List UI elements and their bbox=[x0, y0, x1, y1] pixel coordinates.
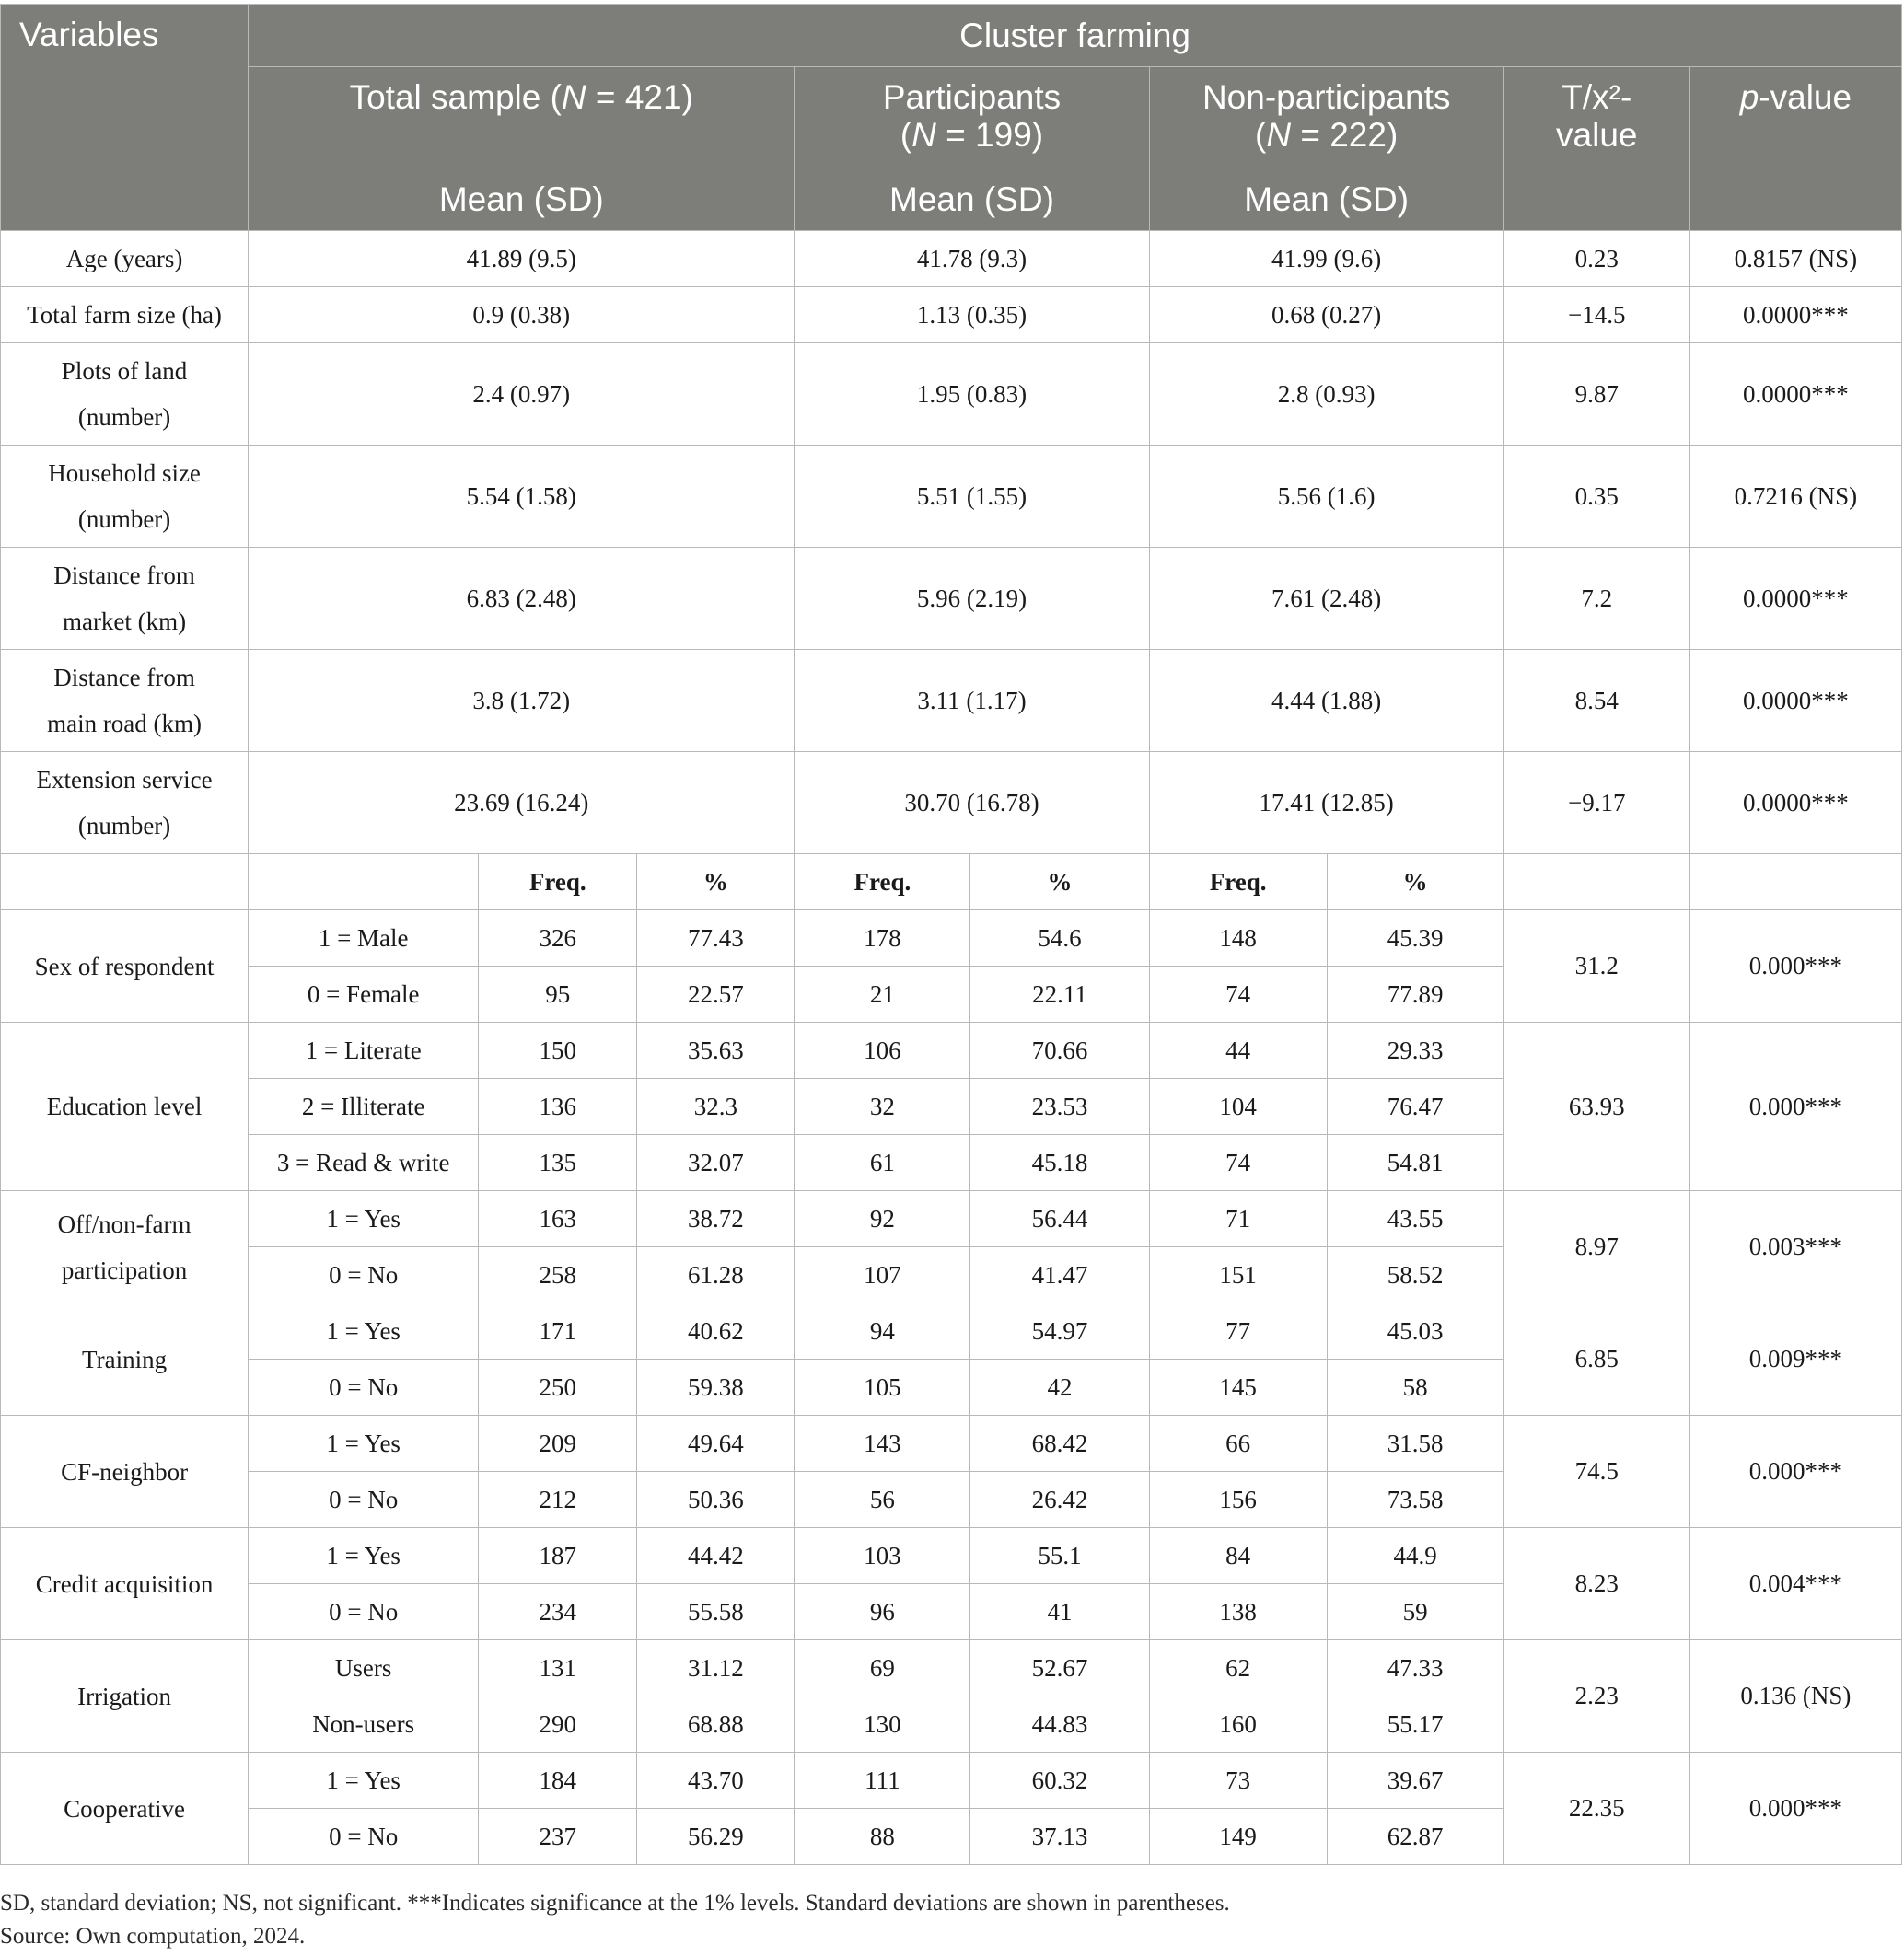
freq-total: 187 bbox=[479, 1528, 637, 1584]
pct-non-participants: 31.58 bbox=[1327, 1416, 1503, 1472]
freq-participants: 94 bbox=[795, 1303, 970, 1360]
variable-line: Training bbox=[82, 1345, 168, 1373]
header-non-participants: Non-participants (N = 222) bbox=[1149, 67, 1503, 168]
pct-participants: 45.18 bbox=[970, 1135, 1149, 1191]
freq-non-participants: 71 bbox=[1149, 1191, 1327, 1247]
pct-participants: 41 bbox=[970, 1584, 1149, 1640]
header-participants: Participants (N = 199) bbox=[795, 67, 1149, 168]
pct-non-participants: 73.58 bbox=[1327, 1472, 1503, 1528]
category-label: 0 = No bbox=[249, 1809, 479, 1865]
freq-total: 136 bbox=[479, 1079, 637, 1135]
p-value: 0.004*** bbox=[1689, 1528, 1901, 1640]
freq-non-participants: 104 bbox=[1149, 1079, 1327, 1135]
freq-total: 250 bbox=[479, 1360, 637, 1416]
pct-total: 32.07 bbox=[637, 1135, 795, 1191]
variable-name bbox=[1, 650, 249, 752]
empty-cell bbox=[1503, 854, 1689, 910]
variable-line: Off/non-farm bbox=[57, 1210, 192, 1238]
freq-total: 212 bbox=[479, 1472, 637, 1528]
freq-label-participants: Freq. bbox=[795, 854, 970, 910]
variable-line: (number) bbox=[77, 505, 171, 533]
mean-sd-non-participants: 41.99 (9.6) bbox=[1149, 231, 1503, 287]
table-row bbox=[1, 446, 1902, 548]
variable-line: market (km) bbox=[62, 608, 187, 635]
variable-line: Distance from bbox=[53, 562, 195, 589]
mean-sd-total: 6.83 (2.48) bbox=[249, 548, 795, 650]
p-value: 0.0000*** bbox=[1689, 548, 1901, 650]
mean-sd-total: 2.4 (0.97) bbox=[249, 343, 795, 446]
test-value: 2.23 bbox=[1503, 1640, 1689, 1753]
variable-line: Household size bbox=[48, 459, 201, 487]
freq-participants: 92 bbox=[795, 1191, 970, 1247]
p-value: 0.0000*** bbox=[1689, 650, 1901, 752]
variable-line: Credit acquisition bbox=[35, 1569, 214, 1598]
mean-sd-participants: 3.11 (1.17) bbox=[795, 650, 1149, 752]
freq-total: 258 bbox=[479, 1247, 637, 1303]
variable-name bbox=[1, 752, 249, 854]
header-mean-sd-non-participants: Mean (SD) bbox=[1149, 168, 1503, 231]
pct-participants: 60.32 bbox=[970, 1753, 1149, 1809]
p-value: 0.000*** bbox=[1689, 910, 1901, 1023]
freq-total: 150 bbox=[479, 1023, 637, 1079]
table-row bbox=[1, 752, 1902, 854]
pct-participants: 55.1 bbox=[970, 1528, 1149, 1584]
header-p-value: p-value bbox=[1689, 67, 1901, 231]
variable-line: (number) bbox=[77, 812, 171, 840]
freq-non-participants: 74 bbox=[1149, 967, 1327, 1023]
freq-total: 163 bbox=[479, 1191, 637, 1247]
freq-non-participants: 148 bbox=[1149, 910, 1327, 967]
freq-total: 171 bbox=[479, 1303, 637, 1360]
p-value: 0.7216 (NS) bbox=[1689, 446, 1901, 548]
table-row bbox=[1, 1753, 1902, 1809]
category-label: 1 = Yes bbox=[249, 1416, 479, 1472]
variable-name bbox=[1, 1191, 249, 1303]
freq-non-participants: 73 bbox=[1149, 1753, 1327, 1809]
pct-participants: 44.83 bbox=[970, 1696, 1149, 1753]
freq-participants: 88 bbox=[795, 1809, 970, 1865]
pct-non-participants: 54.81 bbox=[1327, 1135, 1503, 1191]
pct-non-participants: 76.47 bbox=[1327, 1079, 1503, 1135]
frequency-header-row bbox=[1, 854, 1902, 910]
freq-non-participants: 145 bbox=[1149, 1360, 1327, 1416]
variable-line: Sex of respondent bbox=[34, 952, 215, 980]
footnote-source: Source: Own computation, 2024. bbox=[0, 1924, 306, 1949]
mean-sd-total: 5.54 (1.58) bbox=[249, 446, 795, 548]
p-value: 0.136 (NS) bbox=[1689, 1640, 1901, 1753]
pct-total: 43.70 bbox=[637, 1753, 795, 1809]
mean-sd-non-participants: 4.44 (1.88) bbox=[1149, 650, 1503, 752]
freq-non-participants: 149 bbox=[1149, 1809, 1327, 1865]
freq-total: 234 bbox=[479, 1584, 637, 1640]
freq-participants: 107 bbox=[795, 1247, 970, 1303]
pct-non-participants: 55.17 bbox=[1327, 1696, 1503, 1753]
continuous-variables bbox=[1, 231, 1902, 854]
pct-total: 44.42 bbox=[637, 1528, 795, 1584]
header-mean-sd-total: Mean (SD) bbox=[249, 168, 795, 231]
variable-name bbox=[1, 1416, 249, 1528]
mean-sd-total: 23.69 (16.24) bbox=[249, 752, 795, 854]
variable-name bbox=[1, 231, 249, 287]
category-label: 0 = No bbox=[249, 1472, 479, 1528]
header-cluster-farming: Cluster farming bbox=[249, 5, 1902, 67]
pct-total: 31.12 bbox=[637, 1640, 795, 1696]
mean-sd-participants: 5.51 (1.55) bbox=[795, 446, 1149, 548]
header-test-value: T/x²- value bbox=[1503, 67, 1689, 231]
freq-non-participants: 44 bbox=[1149, 1023, 1327, 1079]
mean-sd-total: 41.89 (9.5) bbox=[249, 231, 795, 287]
freq-non-participants: 74 bbox=[1149, 1135, 1327, 1191]
mean-sd-participants: 41.78 (9.3) bbox=[795, 231, 1149, 287]
category-label: 3 = Read & write bbox=[249, 1135, 479, 1191]
category-label: 0 = Female bbox=[249, 967, 479, 1023]
table-row bbox=[1, 287, 1902, 343]
freq-participants: 143 bbox=[795, 1416, 970, 1472]
mean-sd-total: 3.8 (1.72) bbox=[249, 650, 795, 752]
p-value: 0.000*** bbox=[1689, 1753, 1901, 1865]
pct-total: 59.38 bbox=[637, 1360, 795, 1416]
pct-total: 35.63 bbox=[637, 1023, 795, 1079]
freq-participants: 106 bbox=[795, 1023, 970, 1079]
p-value: 0.000*** bbox=[1689, 1416, 1901, 1528]
pct-participants: 42 bbox=[970, 1360, 1149, 1416]
table-row bbox=[1, 343, 1902, 446]
variable-line: Total farm size (ha) bbox=[27, 301, 222, 329]
freq-non-participants: 66 bbox=[1149, 1416, 1327, 1472]
empty-cell bbox=[1689, 854, 1901, 910]
freq-non-participants: 151 bbox=[1149, 1247, 1327, 1303]
freq-total: 95 bbox=[479, 967, 637, 1023]
p-value: 0.8157 (NS) bbox=[1689, 231, 1901, 287]
category-label: 0 = No bbox=[249, 1360, 479, 1416]
pct-non-participants: 45.03 bbox=[1327, 1303, 1503, 1360]
pct-non-participants: 58.52 bbox=[1327, 1247, 1503, 1303]
table-row bbox=[1, 1528, 1902, 1584]
freq-label-non-participants: Freq. bbox=[1149, 854, 1327, 910]
freq-non-participants: 160 bbox=[1149, 1696, 1327, 1753]
test-value: 9.87 bbox=[1503, 343, 1689, 446]
freq-non-participants: 77 bbox=[1149, 1303, 1327, 1360]
header-variables: Variables bbox=[1, 5, 249, 231]
variable-line: (number) bbox=[77, 403, 171, 431]
pct-label-non-participants: % bbox=[1327, 854, 1503, 910]
mean-sd-non-participants: 5.56 (1.6) bbox=[1149, 446, 1503, 548]
variable-line: Plots of land bbox=[61, 357, 188, 385]
test-value: 0.23 bbox=[1503, 231, 1689, 287]
variable-name bbox=[1, 1640, 249, 1753]
test-value: 63.93 bbox=[1503, 1023, 1689, 1191]
mean-sd-non-participants: 7.61 (2.48) bbox=[1149, 548, 1503, 650]
test-value: 8.54 bbox=[1503, 650, 1689, 752]
footnote-abbreviations: SD, standard deviation; NS, not significant. ***Indicates significance at the 1% levels. Standard deviations are shown in parentheses. bbox=[0, 1891, 1230, 1916]
category-label: 1 = Yes bbox=[249, 1303, 479, 1360]
freq-non-participants: 156 bbox=[1149, 1472, 1327, 1528]
pct-participants: 22.11 bbox=[970, 967, 1149, 1023]
pct-total: 61.28 bbox=[637, 1247, 795, 1303]
mean-sd-non-participants: 0.68 (0.27) bbox=[1149, 287, 1503, 343]
category-label: 1 = Male bbox=[249, 910, 479, 967]
pct-participants: 41.47 bbox=[970, 1247, 1149, 1303]
test-value: 74.5 bbox=[1503, 1416, 1689, 1528]
empty-cell bbox=[249, 854, 479, 910]
pct-label-total: % bbox=[637, 854, 795, 910]
pct-total: 77.43 bbox=[637, 910, 795, 967]
empty-cell bbox=[1, 854, 249, 910]
variable-line: main road (km) bbox=[47, 710, 203, 737]
variable-line: Cooperative bbox=[64, 1794, 186, 1823]
pct-non-participants: 59 bbox=[1327, 1584, 1503, 1640]
freq-non-participants: 138 bbox=[1149, 1584, 1327, 1640]
table-row bbox=[1, 1640, 1902, 1696]
mean-sd-participants: 1.13 (0.35) bbox=[795, 287, 1149, 343]
test-value: 31.2 bbox=[1503, 910, 1689, 1023]
category-label: 1 = Yes bbox=[249, 1753, 479, 1809]
frequency-header bbox=[1, 854, 1902, 910]
table-row bbox=[1, 231, 1902, 287]
pct-total: 68.88 bbox=[637, 1696, 795, 1753]
freq-participants: 32 bbox=[795, 1079, 970, 1135]
freq-non-participants: 84 bbox=[1149, 1528, 1327, 1584]
freq-participants: 69 bbox=[795, 1640, 970, 1696]
summary-statistics-table bbox=[0, 4, 1902, 1865]
variable-line: participation bbox=[61, 1256, 188, 1284]
category-label: 2 = Illiterate bbox=[249, 1079, 479, 1135]
freq-participants: 105 bbox=[795, 1360, 970, 1416]
test-value: 22.35 bbox=[1503, 1753, 1689, 1865]
freq-total: 237 bbox=[479, 1809, 637, 1865]
categorical-variables bbox=[1, 910, 1902, 1865]
test-value: 8.23 bbox=[1503, 1528, 1689, 1640]
category-label: 1 = Yes bbox=[249, 1191, 479, 1247]
pct-participants: 52.67 bbox=[970, 1640, 1149, 1696]
variable-line: Distance from bbox=[53, 664, 195, 691]
freq-participants: 61 bbox=[795, 1135, 970, 1191]
pct-non-participants: 58 bbox=[1327, 1360, 1503, 1416]
pct-participants: 54.97 bbox=[970, 1303, 1149, 1360]
p-value: 0.003*** bbox=[1689, 1191, 1901, 1303]
test-value: 6.85 bbox=[1503, 1303, 1689, 1416]
pct-total: 38.72 bbox=[637, 1191, 795, 1247]
variable-name bbox=[1, 1303, 249, 1416]
pct-participants: 68.42 bbox=[970, 1416, 1149, 1472]
table-row bbox=[1, 650, 1902, 752]
pct-total: 32.3 bbox=[637, 1079, 795, 1135]
pct-total: 40.62 bbox=[637, 1303, 795, 1360]
p-value: 0.0000*** bbox=[1689, 287, 1901, 343]
p-value: 0.009*** bbox=[1689, 1303, 1901, 1416]
category-label: Non-users bbox=[249, 1696, 479, 1753]
table-row bbox=[1, 1416, 1902, 1472]
category-label: 0 = No bbox=[249, 1584, 479, 1640]
p-value: 0.0000*** bbox=[1689, 343, 1901, 446]
pct-non-participants: 62.87 bbox=[1327, 1809, 1503, 1865]
pct-participants: 54.6 bbox=[970, 910, 1149, 967]
variable-line: Education level bbox=[46, 1093, 203, 1120]
variable-line: Irrigation bbox=[77, 1682, 172, 1710]
header-total-sample: Total sample (N = 421) bbox=[249, 67, 795, 168]
category-label: 1 = Yes bbox=[249, 1528, 479, 1584]
pct-total: 22.57 bbox=[637, 967, 795, 1023]
header-mean-sd-participants: Mean (SD) bbox=[795, 168, 1149, 231]
mean-sd-participants: 30.70 (16.78) bbox=[795, 752, 1149, 854]
freq-participants: 56 bbox=[795, 1472, 970, 1528]
pct-non-participants: 39.67 bbox=[1327, 1753, 1503, 1809]
pct-non-participants: 77.89 bbox=[1327, 967, 1503, 1023]
variable-line: CF-neighbor bbox=[61, 1457, 189, 1486]
category-label: Users bbox=[249, 1640, 479, 1696]
variable-name bbox=[1, 446, 249, 548]
pct-participants: 37.13 bbox=[970, 1809, 1149, 1865]
freq-participants: 21 bbox=[795, 967, 970, 1023]
pct-non-participants: 29.33 bbox=[1327, 1023, 1503, 1079]
p-value: 0.000*** bbox=[1689, 1023, 1901, 1191]
mean-sd-total: 0.9 (0.38) bbox=[249, 287, 795, 343]
pct-non-participants: 44.9 bbox=[1327, 1528, 1503, 1584]
variable-name bbox=[1, 343, 249, 446]
mean-sd-participants: 1.95 (0.83) bbox=[795, 343, 1149, 446]
pct-total: 49.64 bbox=[637, 1416, 795, 1472]
test-value: 0.35 bbox=[1503, 446, 1689, 548]
freq-participants: 111 bbox=[795, 1753, 970, 1809]
freq-participants: 96 bbox=[795, 1584, 970, 1640]
pct-total: 50.36 bbox=[637, 1472, 795, 1528]
pct-non-participants: 43.55 bbox=[1327, 1191, 1503, 1247]
freq-total: 290 bbox=[479, 1696, 637, 1753]
table-row bbox=[1, 1191, 1902, 1247]
variable-line: Extension service bbox=[36, 766, 213, 793]
category-label: 0 = No bbox=[249, 1247, 479, 1303]
freq-total: 184 bbox=[479, 1753, 637, 1809]
table-row bbox=[1, 1023, 1902, 1079]
freq-total: 131 bbox=[479, 1640, 637, 1696]
variable-name bbox=[1, 1753, 249, 1865]
pct-total: 56.29 bbox=[637, 1809, 795, 1865]
pct-non-participants: 45.39 bbox=[1327, 910, 1503, 967]
pct-total: 55.58 bbox=[637, 1584, 795, 1640]
pct-label-participants: % bbox=[970, 854, 1149, 910]
p-value: 0.0000*** bbox=[1689, 752, 1901, 854]
freq-participants: 130 bbox=[795, 1696, 970, 1753]
category-label: 1 = Literate bbox=[249, 1023, 479, 1079]
freq-participants: 103 bbox=[795, 1528, 970, 1584]
pct-non-participants: 47.33 bbox=[1327, 1640, 1503, 1696]
pct-participants: 56.44 bbox=[970, 1191, 1149, 1247]
mean-sd-non-participants: 2.8 (0.93) bbox=[1149, 343, 1503, 446]
variable-name bbox=[1, 1023, 249, 1191]
pct-participants: 23.53 bbox=[970, 1079, 1149, 1135]
freq-total: 135 bbox=[479, 1135, 637, 1191]
freq-non-participants: 62 bbox=[1149, 1640, 1327, 1696]
variable-name bbox=[1, 287, 249, 343]
test-value: 7.2 bbox=[1503, 548, 1689, 650]
pct-participants: 26.42 bbox=[970, 1472, 1149, 1528]
variable-line: Age (years) bbox=[65, 245, 183, 272]
test-value: 8.97 bbox=[1503, 1191, 1689, 1303]
freq-total: 209 bbox=[479, 1416, 637, 1472]
freq-participants: 178 bbox=[795, 910, 970, 967]
freq-total: 326 bbox=[479, 910, 637, 967]
mean-sd-non-participants: 17.41 (12.85) bbox=[1149, 752, 1503, 854]
test-value: −14.5 bbox=[1503, 287, 1689, 343]
table-row bbox=[1, 548, 1902, 650]
table-row bbox=[1, 910, 1902, 967]
test-value: −9.17 bbox=[1503, 752, 1689, 854]
variable-name bbox=[1, 1528, 249, 1640]
table-row bbox=[1, 1303, 1902, 1360]
freq-label-total: Freq. bbox=[479, 854, 637, 910]
pct-participants: 70.66 bbox=[970, 1023, 1149, 1079]
variable-name bbox=[1, 910, 249, 1023]
mean-sd-participants: 5.96 (2.19) bbox=[795, 548, 1149, 650]
variable-name bbox=[1, 548, 249, 650]
